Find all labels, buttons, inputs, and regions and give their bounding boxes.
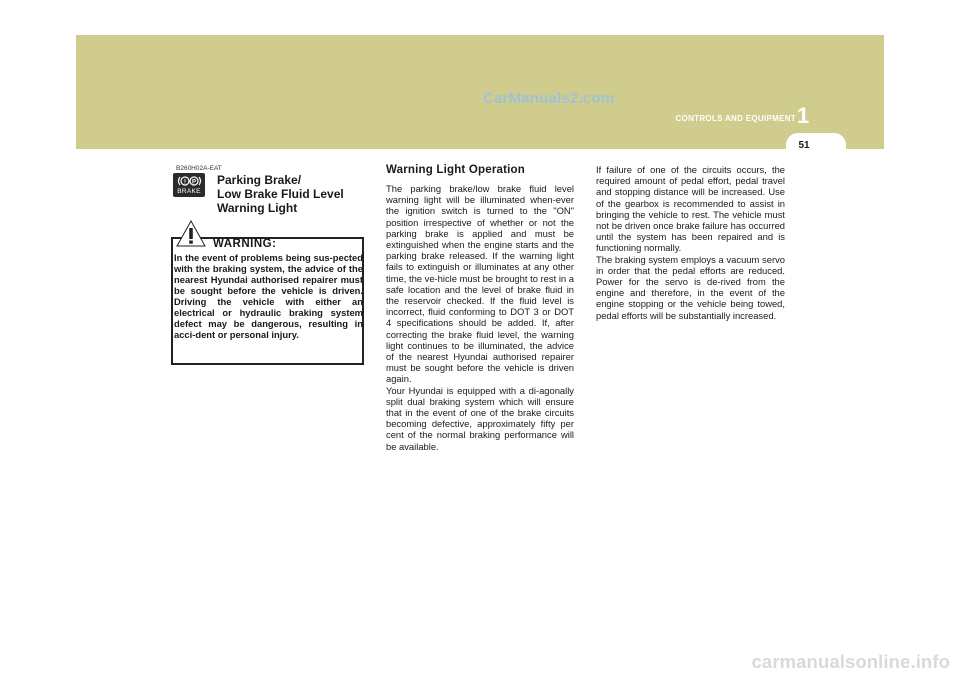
- warning-body: In the event of problems being sus-pected with the braking system, the advice of the nearest Hyundai authorised repairer must be sought before the vehicle is driven. Driving the vehicle with either an electrical or hydraulic braking system defect may be dangerous, resulting in acci-dent or personal injury.: [174, 252, 363, 340]
- exclamation-triangle-icon: [176, 220, 206, 247]
- brake-warning-icon: [173, 173, 205, 197]
- chapter-number: 1: [797, 103, 810, 128]
- header-band: [76, 35, 884, 149]
- svg-text:P: P: [191, 179, 197, 186]
- warning-title: WARNING:: [213, 238, 277, 250]
- page-number: 51: [798, 140, 810, 151]
- svg-text:!: !: [184, 179, 186, 186]
- warning-light-operation-heading: Warning Light Operation: [386, 164, 525, 176]
- brake-failure-text: [596, 164, 785, 321]
- warning-light-operation-text: [386, 183, 574, 452]
- watermark-carmanuals2[interactable]: CarManuals2.com: [483, 90, 615, 107]
- brake-circle-icon: [176, 175, 202, 187]
- paragraph: The braking system employs a vacuum servo in order that the pedal efforts are reduced. Power for the servo is de-rived from the engine and therefore, in the event of the engine stopping or the vehicle being towed, pedal efforts will be substantially increased.: [596, 253, 785, 321]
- section-heading: Parking Brake/ Low Brake Fluid Level Warning Light: [217, 173, 344, 215]
- watermark-carmanualsonline[interactable]: carmanualsonline.info: [751, 651, 950, 672]
- section-code: B260H02A-EAT: [176, 165, 222, 172]
- paragraph: Your Hyundai is equipped with a di-agonally split dual braking system which will ensure that in the event of one of the brake circuits becoming defective, approximately fifty per cent of the normal braking performance will be available.: [386, 384, 574, 452]
- paragraph: The parking brake/low brake fluid level warning light will be illuminated when-ever the ignition switch is turned to the "ON" position irrespective of whether or not the parking brake is applied and must be extinguished when the engine starts and the parking brake released. If the warning light fails to extinguish or illuminates at any other time, the ve-hicle must be brought to rest in a safe location and the level of brake fluid in the reservoir checked. If the fluid level is incorrect, fluid conforming to DOT 3 or DOT 4 specifications should be added. If, after correcting the brake fluid level, the warning light continues to be illuminated, the advice of the nearest Hyundai authorised repairer must be sought before the vehicle is driven again.: [386, 183, 574, 385]
- brake-icon-label: BRAKE: [177, 188, 201, 195]
- section-title: CONTROLS AND EQUIPMENT: [675, 114, 796, 123]
- paragraph: If failure of one of the circuits occurs, the required amount of pedal effort, pedal travel and stopping distance will be increased. Use of the gearbox is recommended to assist in bringing the vehicle to rest. The vehicle must not be driven once brake failure has occurred until the system has been repaired and is functioning normally.: [596, 164, 785, 254]
